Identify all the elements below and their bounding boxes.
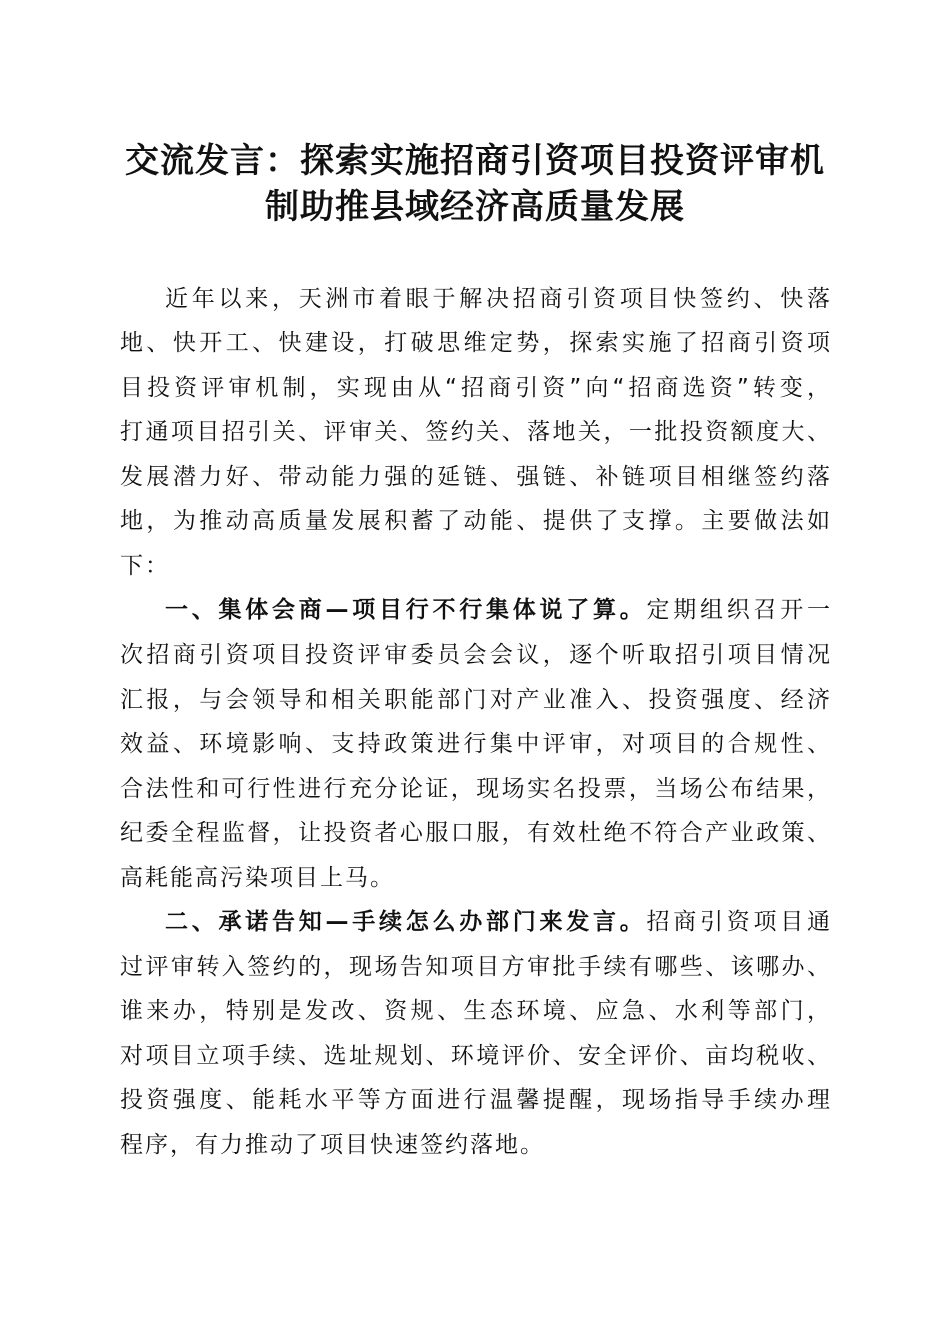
paragraph-3-line-3: 谁来办，特别是发改、资规、生态环境、应急、水利等部门， <box>120 998 832 1024</box>
section-heading-2: 二、承诺告知—手续怎么办部门来发言。 <box>165 909 647 935</box>
paragraph-1-line-6: 地，为推动高质量发展积蓄了动能、提供了支撑。主要做法如 <box>120 508 832 534</box>
paragraph-2-line-6: 纪委全程监督，让投资者心服口服，有效杜绝不符合产业政策、 <box>120 820 832 846</box>
document-title-line-2: 制助推县域经济高质量发展 <box>265 187 685 227</box>
document-title-line-1: 交流发言：探索实施招商引资项目投资评审机 <box>125 141 825 181</box>
paragraph-2-line-1 <box>165 595 832 625</box>
paragraph-2-line-2: 次招商引资项目投资评审委员会会议，逐个听取招引项目情况 <box>120 642 832 668</box>
paragraph-3-line-2: 过评审转入签约的，现场告知项目方审批手续有哪些、该哪办、 <box>120 954 832 980</box>
paragraph-2-line-4: 效益、环境影响、支持政策进行集中评审，对项目的合规性、 <box>120 731 832 757</box>
paragraph-1-line-5: 发展潜力好、带动能力强的延链、强链、补链项目相继签约落 <box>120 464 832 490</box>
paragraph-3-first-text: 招商引资项目通 <box>646 909 832 935</box>
paragraph-1-line-4: 打通项目招引关、评审关、签约关、落地关，一批投资额度大、 <box>120 419 832 445</box>
paragraph-3-line-4: 对项目立项手续、选址规划、环境评价、安全评价、亩均税收、 <box>120 1043 832 1069</box>
section-heading-1: 一、集体会商—项目行不行集体说了算。 <box>165 597 647 623</box>
paragraph-1-line-7: 下： <box>120 553 170 579</box>
paragraph-3-line-1 <box>165 907 832 937</box>
paragraph-1-line-2: 地、快开工、快建设，打破思维定势，探索实施了招商引资项 <box>120 330 832 356</box>
paragraph-2-line-7: 高耗能高污染项目上马。 <box>120 865 395 891</box>
paragraph-2-line-5: 合法性和可行性进行充分论证，现场实名投票，当场公布结果， <box>120 776 832 802</box>
paragraph-3-line-5: 投资强度、能耗水平等方面进行温馨提醒，现场指导手续办理 <box>120 1087 832 1113</box>
paragraph-2-first-text: 定期组织召开一 <box>646 597 832 623</box>
paragraph-2-line-3: 汇报，与会领导和相关职能部门对产业准入、投资强度、经济 <box>120 687 832 713</box>
paragraph-3-line-6: 程序，有力推动了项目快速签约落地。 <box>120 1132 545 1158</box>
paragraph-1-line-1: 近年以来，天洲市着眼于解决招商引资项目快签约、快落 <box>165 286 832 312</box>
paragraph-1-line-3: 目投资评审机制，实现由从“招商引资”向“招商选资”转变， <box>120 375 832 401</box>
